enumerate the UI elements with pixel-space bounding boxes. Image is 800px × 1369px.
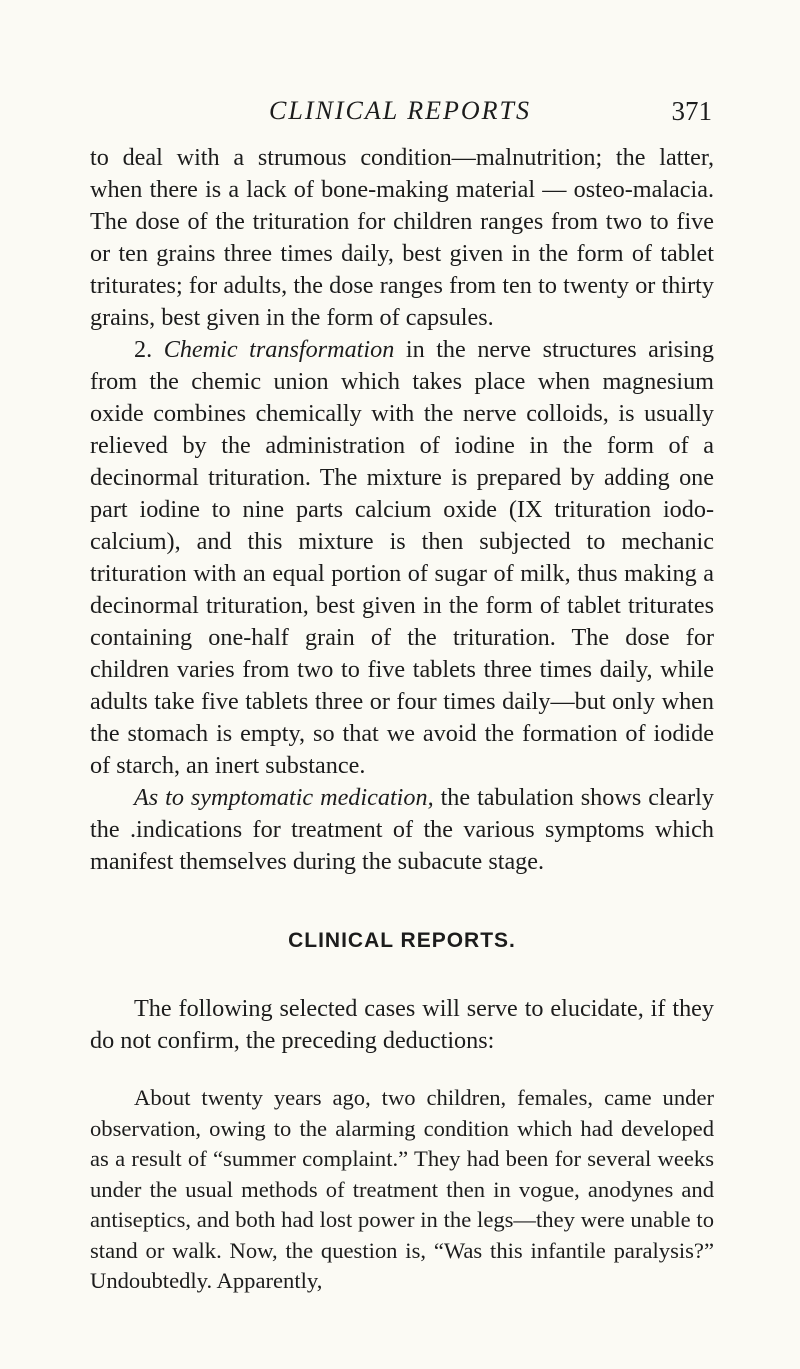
paragraph-chemic-transformation xyxy=(90,334,714,782)
italic-term-symptomatic-medication: As to symptomatic medication, xyxy=(134,784,434,811)
paragraph-intro-cases: The following selected cases will serve to elucidate, if they do not confirm, the preceding deductions: xyxy=(90,995,714,1054)
paragraph-symptomatic-medication xyxy=(90,782,714,878)
section-heading: CLINICAL REPORTS. xyxy=(288,929,516,952)
running-title: CLINICAL REPORTS xyxy=(269,96,531,125)
paragraph-body: the tabulation shows clearly the .indications for treatment of the various symptoms which manifest themselves during the subacute stage. xyxy=(90,784,714,875)
paragraph-continuation: to deal with a strumous condition—malnutrition; the latter, when there is a lack of bone-making material — osteo-malacia. The dose of the trituration for children ranges from two to five or ten grains three times daily, best given in the form of tablet triturates; for adults, the dose ranges from ten to twenty or thirty grains, best given in the form of capsules. xyxy=(90,144,714,331)
running-head xyxy=(0,96,800,136)
paragraph-body: in the nerve structures arising from the chemic union which takes place when magnesium oxide combines chemically with the nerve colloids, is usually relieved by the administration of iodine in the form of a decinormal trituration. The mixture is prepared by adding one part iodine to nine parts calcium oxide (IX trituration iodo-calcium), and this mixture is then subjected to mechanic trituration with an equal portion of sugar of milk, thus making a decinormal trituration, best given in the form of tablet triturates containing one-half grain of the trituration. The dose for children varies from two to five tablets three times daily, while adults take five tablets three or four times daily—but only when the stomach is empty, so that we avoid the formation of iodide of starch, an inert substance. xyxy=(90,336,714,779)
paragraph-case-report: About twenty years ago, two children, females, came under observation, owing to the alarming condition which had developed as a result of “summer complaint.” They had been for several weeks under the usual methods of treatment then in vogue, anodynes and antiseptics, and both had lost power in the legs—they were unable to stand or walk. Now, the question is, “Was this infantile paralysis?” Undoubtedly. Apparently, xyxy=(90,1085,714,1293)
italic-term-chemic-transformation: Chemic transformation xyxy=(163,336,395,363)
body-text xyxy=(90,142,714,1297)
paragraph-number: 2. xyxy=(134,336,153,363)
page-number: 371 xyxy=(671,96,712,126)
